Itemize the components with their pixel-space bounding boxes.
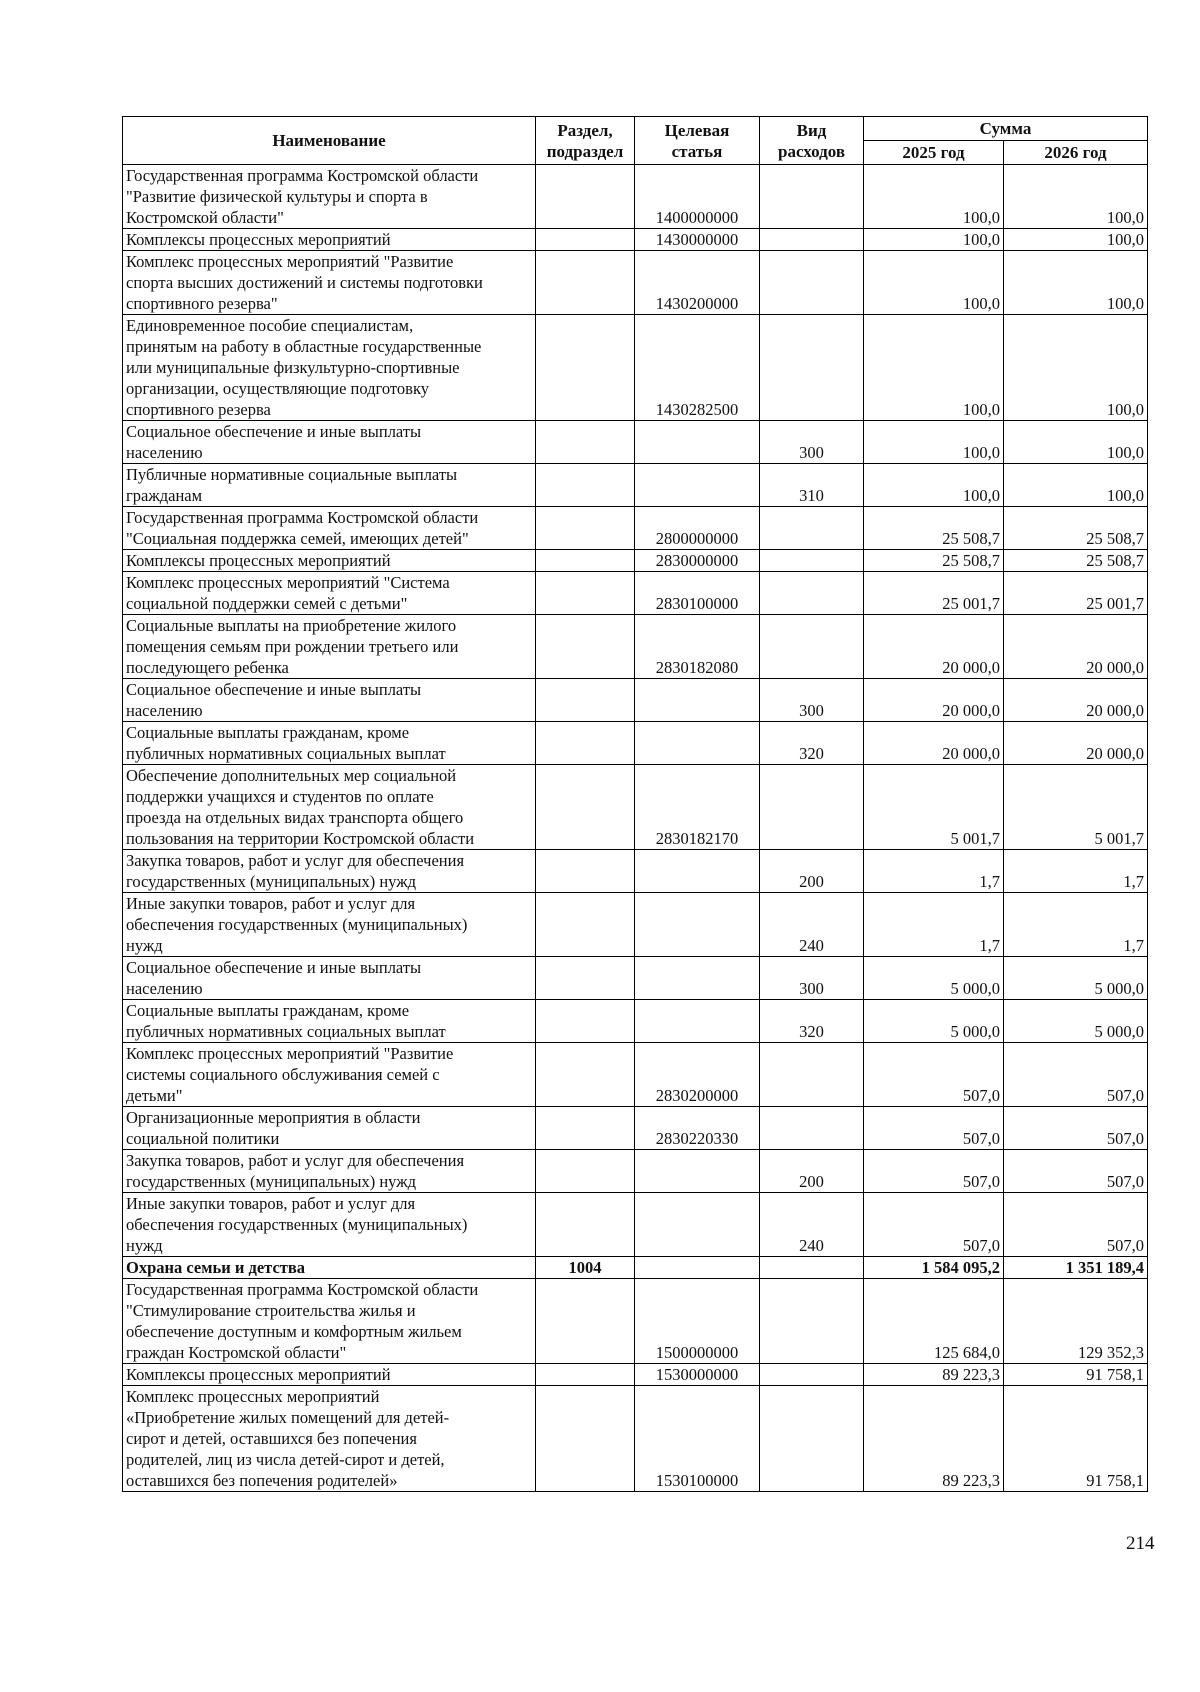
cell-name: Единовременное пособие специалистам, принятым на работу в областные государственные или муниципальные физкультурно-спортивные организации, осуществляющие подготовку спортивного резерва [123, 315, 536, 421]
cell-kind [760, 165, 864, 229]
budget-table [122, 116, 1148, 1492]
cell-kind: 310 [760, 464, 864, 507]
cell-amount-2025: 5 000,0 [864, 957, 1004, 1000]
cell-kind [760, 1279, 864, 1364]
cell-amount-2025: 100,0 [864, 165, 1004, 229]
cell-amount-2025: 25 001,7 [864, 572, 1004, 615]
cell-amount-2026: 25 508,7 [1004, 507, 1148, 550]
cell-amount-2026: 100,0 [1004, 165, 1148, 229]
table-row [123, 1193, 1148, 1257]
table-row [123, 464, 1148, 507]
cell-name: Социальные выплаты гражданам, кроме публичных нормативных социальных выплат [123, 722, 536, 765]
cell-amount-2025: 507,0 [864, 1107, 1004, 1150]
cell-name: Социальные выплаты на приобретение жилого помещения семьям при рождении третьего или последующего ребенка [123, 615, 536, 679]
header-year-2026: 2026 год [1004, 141, 1148, 165]
cell-target: 1430000000 [635, 229, 760, 251]
cell-amount-2026: 20 000,0 [1004, 615, 1148, 679]
cell-section [536, 572, 635, 615]
table-body [123, 165, 1148, 1492]
cell-amount-2025: 507,0 [864, 1043, 1004, 1107]
cell-target [635, 679, 760, 722]
cell-target [635, 893, 760, 957]
cell-amount-2026: 1,7 [1004, 850, 1148, 893]
page-number: 214 [1126, 1533, 1155, 1554]
cell-kind [760, 572, 864, 615]
cell-amount-2025: 1,7 [864, 850, 1004, 893]
table-row [123, 229, 1148, 251]
table-row [123, 421, 1148, 464]
cell-amount-2025: 100,0 [864, 229, 1004, 251]
cell-kind: 320 [760, 1000, 864, 1043]
cell-amount-2025: 1 584 095,2 [864, 1257, 1004, 1279]
cell-section [536, 165, 635, 229]
cell-name: Иные закупки товаров, работ и услуг для обеспечения государственных (муниципальных) нужд [123, 1193, 536, 1257]
cell-amount-2026: 129 352,3 [1004, 1279, 1148, 1364]
cell-section [536, 850, 635, 893]
cell-target: 1530100000 [635, 1386, 760, 1492]
cell-section [536, 229, 635, 251]
header-sum: Сумма [864, 117, 1148, 141]
header-target: Целевая статья [635, 117, 760, 165]
cell-section [536, 1043, 635, 1107]
cell-amount-2026: 1 351 189,4 [1004, 1257, 1148, 1279]
cell-amount-2025: 100,0 [864, 315, 1004, 421]
cell-kind [760, 615, 864, 679]
cell-amount-2026: 100,0 [1004, 229, 1148, 251]
cell-amount-2025: 507,0 [864, 1150, 1004, 1193]
cell-target: 1530000000 [635, 1364, 760, 1386]
cell-amount-2025: 20 000,0 [864, 679, 1004, 722]
table-row [123, 722, 1148, 765]
table-row [123, 572, 1148, 615]
cell-section [536, 957, 635, 1000]
header-kind: Вид расходов [760, 117, 864, 165]
cell-name: Закупка товаров, работ и услуг для обеспечения государственных (муниципальных) нужд [123, 1150, 536, 1193]
cell-kind [760, 550, 864, 572]
table-row [123, 1043, 1148, 1107]
cell-target [635, 957, 760, 1000]
cell-kind: 300 [760, 957, 864, 1000]
table-row [123, 251, 1148, 315]
cell-amount-2025: 507,0 [864, 1193, 1004, 1257]
cell-section [536, 251, 635, 315]
cell-amount-2025: 100,0 [864, 464, 1004, 507]
cell-section [536, 1000, 635, 1043]
cell-name: Охрана семьи и детства [123, 1257, 536, 1279]
table-row [123, 957, 1148, 1000]
table-row [123, 1386, 1148, 1492]
cell-name: Комплексы процессных мероприятий [123, 229, 536, 251]
cell-amount-2026: 5 000,0 [1004, 957, 1148, 1000]
cell-amount-2026: 91 758,1 [1004, 1386, 1148, 1492]
table-header [123, 117, 1148, 165]
cell-target [635, 1150, 760, 1193]
cell-kind [760, 229, 864, 251]
cell-section [536, 1386, 635, 1492]
table-row [123, 1150, 1148, 1193]
cell-kind [760, 765, 864, 850]
cell-section [536, 550, 635, 572]
cell-amount-2026: 507,0 [1004, 1107, 1148, 1150]
cell-kind [760, 507, 864, 550]
cell-name: Социальное обеспечение и иные выплаты населению [123, 679, 536, 722]
cell-amount-2026: 25 001,7 [1004, 572, 1148, 615]
cell-kind: 320 [760, 722, 864, 765]
table-row [123, 765, 1148, 850]
table-row [123, 1364, 1148, 1386]
cell-amount-2025: 125 684,0 [864, 1279, 1004, 1364]
cell-section [536, 615, 635, 679]
table-row [123, 550, 1148, 572]
table-row [123, 1000, 1148, 1043]
cell-name: Государственная программа Костромской области "Социальная поддержка семей, имеющих детей" [123, 507, 536, 550]
cell-kind: 200 [760, 850, 864, 893]
cell-amount-2026: 91 758,1 [1004, 1364, 1148, 1386]
cell-kind [760, 315, 864, 421]
cell-name: Комплекс процессных мероприятий "Система социальной поддержки семей с детьми" [123, 572, 536, 615]
cell-section [536, 722, 635, 765]
cell-name: Социальные выплаты гражданам, кроме публичных нормативных социальных выплат [123, 1000, 536, 1043]
cell-section: 1004 [536, 1257, 635, 1279]
table-row [123, 893, 1148, 957]
cell-target [635, 464, 760, 507]
cell-target: 1430200000 [635, 251, 760, 315]
cell-amount-2025: 20 000,0 [864, 722, 1004, 765]
cell-target [635, 1000, 760, 1043]
header-year-2025: 2025 год [864, 141, 1004, 165]
cell-amount-2025: 25 508,7 [864, 507, 1004, 550]
cell-name: Государственная программа Костромской области "Развитие физической культуры и спорта в Костромской области" [123, 165, 536, 229]
cell-amount-2026: 507,0 [1004, 1193, 1148, 1257]
header-section: Раздел, подраздел [536, 117, 635, 165]
cell-section [536, 421, 635, 464]
cell-amount-2026: 100,0 [1004, 315, 1148, 421]
cell-name: Организационные мероприятия в области социальной политики [123, 1107, 536, 1150]
cell-section [536, 1150, 635, 1193]
cell-name: Государственная программа Костромской области "Стимулирование строительства жилья и обеспечение доступным и комфортным жильем граждан Костромской области" [123, 1279, 536, 1364]
cell-target: 1500000000 [635, 1279, 760, 1364]
cell-target [635, 722, 760, 765]
cell-target: 2830000000 [635, 550, 760, 572]
cell-kind [760, 1386, 864, 1492]
cell-name: Комплексы процессных мероприятий [123, 550, 536, 572]
cell-target [635, 421, 760, 464]
cell-target: 2830200000 [635, 1043, 760, 1107]
cell-amount-2026: 100,0 [1004, 251, 1148, 315]
table-row [123, 850, 1148, 893]
cell-amount-2026: 25 508,7 [1004, 550, 1148, 572]
cell-amount-2026: 20 000,0 [1004, 722, 1148, 765]
cell-amount-2025: 100,0 [864, 421, 1004, 464]
cell-kind [760, 1364, 864, 1386]
cell-kind: 300 [760, 421, 864, 464]
cell-name: Комплексы процессных мероприятий [123, 1364, 536, 1386]
cell-target: 2830100000 [635, 572, 760, 615]
cell-target: 2830220330 [635, 1107, 760, 1150]
cell-amount-2026: 1,7 [1004, 893, 1148, 957]
cell-section [536, 1364, 635, 1386]
cell-amount-2026: 100,0 [1004, 464, 1148, 507]
cell-amount-2025: 1,7 [864, 893, 1004, 957]
cell-kind: 240 [760, 893, 864, 957]
cell-name: Обеспечение дополнительных мер социальной поддержки учащихся и студентов по оплате проезда на отдельных видах транспорта общего пользования на территории Костромской области [123, 765, 536, 850]
cell-target: 2800000000 [635, 507, 760, 550]
cell-amount-2026: 5 001,7 [1004, 765, 1148, 850]
cell-kind [760, 1043, 864, 1107]
cell-name: Комплекс процессных мероприятий "Развитие спорта высших достижений и системы подготовки спортивного резерва" [123, 251, 536, 315]
table-row [123, 165, 1148, 229]
cell-kind: 200 [760, 1150, 864, 1193]
cell-name: Комплекс процессных мероприятий "Развитие системы социального обслуживания семей с детьми" [123, 1043, 536, 1107]
cell-target [635, 850, 760, 893]
cell-kind: 300 [760, 679, 864, 722]
table-row [123, 1279, 1148, 1364]
cell-amount-2025: 20 000,0 [864, 615, 1004, 679]
cell-target [635, 1257, 760, 1279]
cell-section [536, 1279, 635, 1364]
cell-amount-2025: 5 000,0 [864, 1000, 1004, 1043]
cell-amount-2026: 507,0 [1004, 1150, 1148, 1193]
table-row [123, 1107, 1148, 1150]
table-row [123, 315, 1148, 421]
cell-target [635, 1193, 760, 1257]
table-row [123, 507, 1148, 550]
cell-amount-2025: 25 508,7 [864, 550, 1004, 572]
cell-kind [760, 1107, 864, 1150]
cell-amount-2026: 5 000,0 [1004, 1000, 1148, 1043]
cell-amount-2026: 20 000,0 [1004, 679, 1148, 722]
cell-section [536, 315, 635, 421]
cell-name: Комплекс процессных мероприятий «Приобретение жилых помещений для детей- сирот и детей, оставшихся без попечения родителей, лиц из числа детей-сирот и детей, оставшихся без попечения родителей» [123, 1386, 536, 1492]
cell-section [536, 679, 635, 722]
cell-name: Закупка товаров, работ и услуг для обеспечения государственных (муниципальных) нужд [123, 850, 536, 893]
cell-name: Социальное обеспечение и иные выплаты населению [123, 421, 536, 464]
cell-amount-2026: 100,0 [1004, 421, 1148, 464]
cell-amount-2025: 100,0 [864, 251, 1004, 315]
cell-section [536, 1107, 635, 1150]
header-name: Наименование [123, 117, 536, 165]
cell-name: Иные закупки товаров, работ и услуг для обеспечения государственных (муниципальных) нужд [123, 893, 536, 957]
cell-amount-2025: 89 223,3 [864, 1386, 1004, 1492]
cell-target: 2830182170 [635, 765, 760, 850]
cell-section [536, 893, 635, 957]
cell-section [536, 1193, 635, 1257]
table-row [123, 615, 1148, 679]
table-row [123, 1257, 1148, 1279]
cell-target: 1400000000 [635, 165, 760, 229]
cell-section [536, 464, 635, 507]
cell-kind [760, 251, 864, 315]
cell-amount-2026: 507,0 [1004, 1043, 1148, 1107]
cell-amount-2025: 5 001,7 [864, 765, 1004, 850]
cell-kind: 240 [760, 1193, 864, 1257]
cell-target: 1430282500 [635, 315, 760, 421]
cell-name: Социальное обеспечение и иные выплаты населению [123, 957, 536, 1000]
cell-name: Публичные нормативные социальные выплаты гражданам [123, 464, 536, 507]
cell-section [536, 507, 635, 550]
table-row [123, 679, 1148, 722]
cell-amount-2025: 89 223,3 [864, 1364, 1004, 1386]
cell-target: 2830182080 [635, 615, 760, 679]
cell-section [536, 765, 635, 850]
cell-kind [760, 1257, 864, 1279]
